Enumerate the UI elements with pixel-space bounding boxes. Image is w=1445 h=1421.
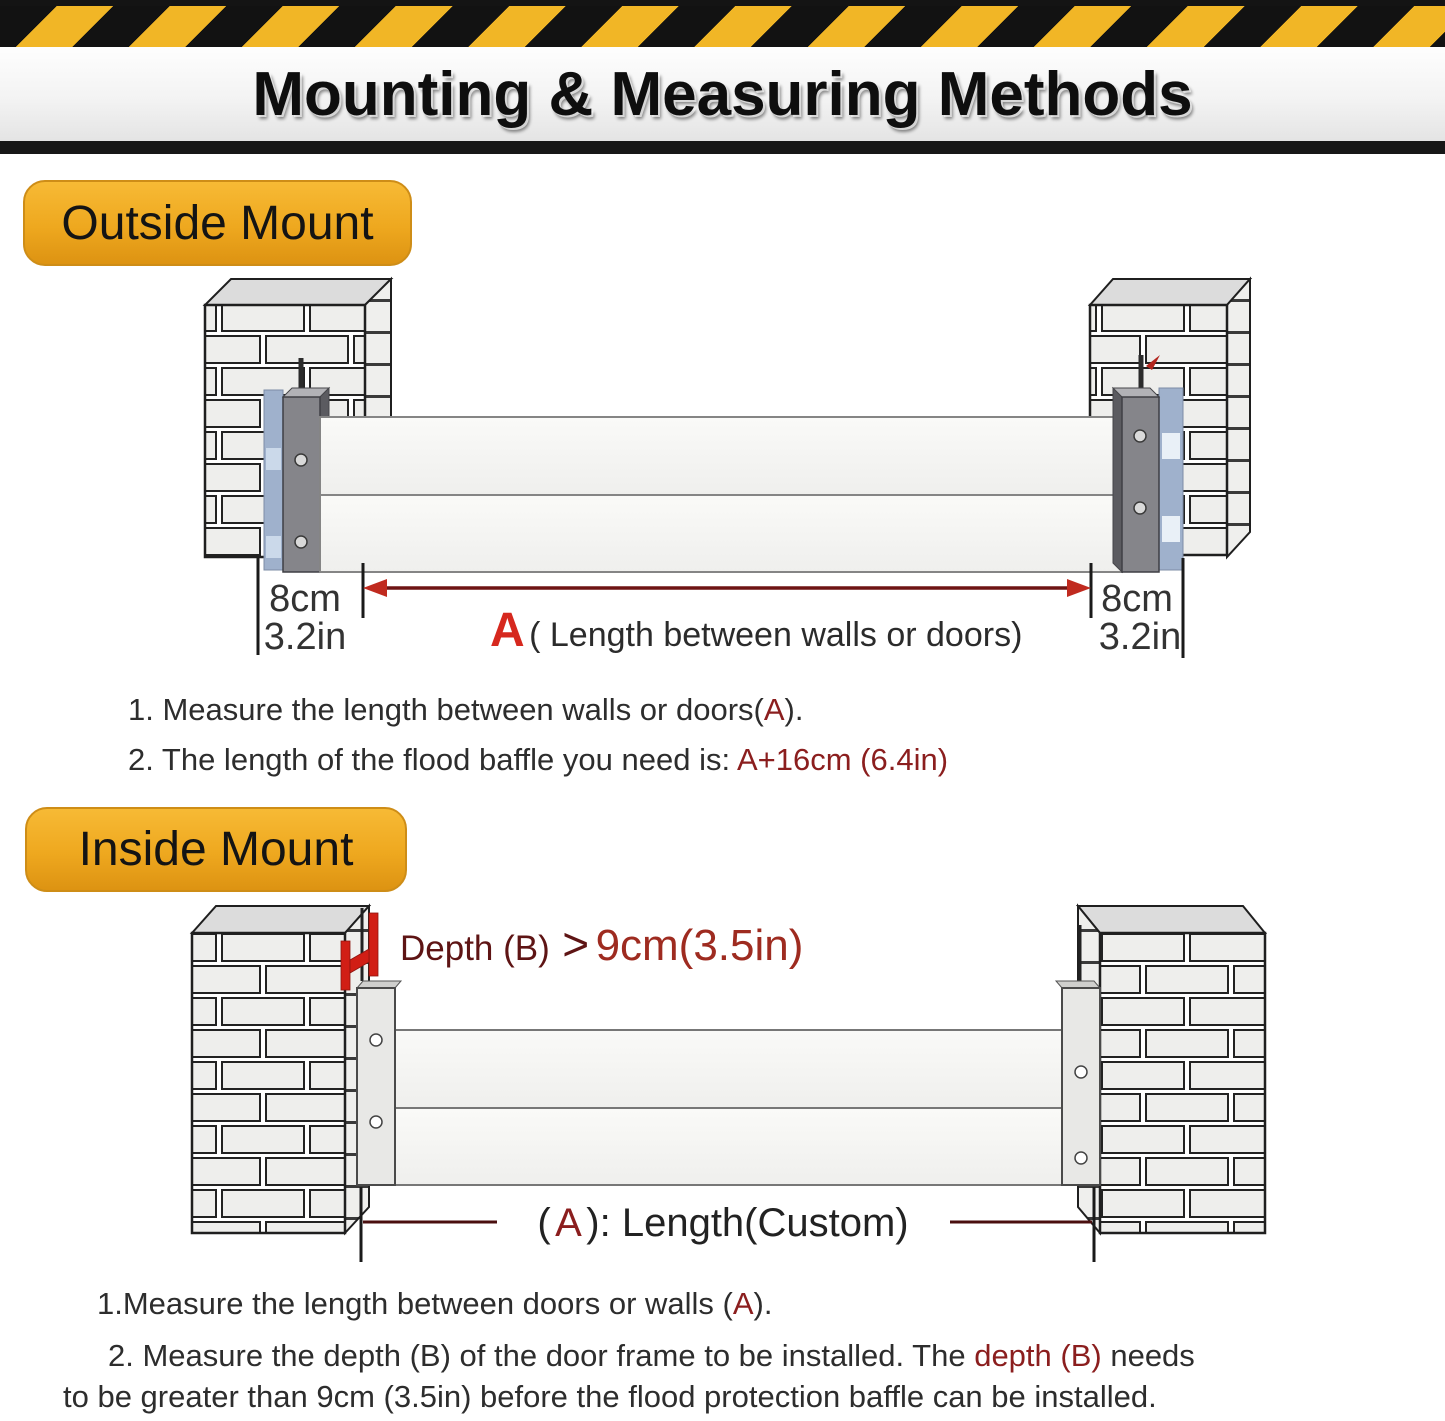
outside-step-2-text: 2. The length of the flood baffle you need is:: [128, 742, 737, 777]
pillar-top-face: [1078, 906, 1265, 933]
outside-step-2: [128, 742, 948, 778]
seal-pad: [1162, 516, 1180, 542]
depth-annotation: [400, 918, 803, 970]
span-length-label: [490, 604, 1022, 657]
depth-marker-front-bar: [341, 941, 350, 990]
pillar-top-face: [205, 279, 391, 305]
channel-top-bevel: [1056, 981, 1100, 988]
greater-than-sign: >: [562, 918, 590, 970]
screw-hole: [1134, 430, 1146, 442]
seal-strip: [1159, 388, 1183, 570]
screw-hole: [1075, 1066, 1087, 1078]
pillar-front-face: [1100, 933, 1265, 1233]
outside-step-1-text: 1. Measure the length between walls or doors(: [128, 692, 764, 727]
span-length-a: A: [490, 604, 525, 657]
title-band: [0, 47, 1445, 141]
channel-front: [357, 988, 395, 1185]
inside-flood-baffle: [395, 1030, 1062, 1185]
outside-step-1: [128, 692, 803, 728]
inside-right-pillar: [1078, 906, 1265, 1233]
screw-hole: [1075, 1152, 1087, 1164]
page-title: Mounting & Measuring Methods: [252, 59, 1193, 129]
inside-step-1-end: ).: [753, 1286, 773, 1321]
pillar-top-face: [192, 906, 369, 933]
inside-mount-diagram: [0, 900, 1445, 1290]
screw-hole: [370, 1116, 382, 1128]
outside-right-mount: [1113, 355, 1183, 572]
screw-hole: [295, 454, 307, 466]
seal-pad: [266, 536, 281, 558]
screw-hole: [370, 1034, 382, 1046]
span-length-rest: ( Length between walls or doors): [529, 616, 1023, 654]
depth-marker-back-bar: [369, 913, 378, 976]
depth-value: 9cm(3.5in): [595, 921, 804, 970]
inside-mount-badge: [25, 807, 407, 892]
screw-hole: [295, 536, 307, 548]
right-offset-cm-label: 8cm: [1101, 578, 1173, 620]
inside-step-2-text: 2. Measure the depth (B) of the door frame to be installed. The: [108, 1338, 975, 1373]
outside-mount-badge: [23, 180, 412, 266]
length-label: [537, 1201, 908, 1245]
inside-step-2-highlight: depth (B): [974, 1338, 1102, 1373]
seal-pad: [1162, 433, 1180, 459]
length-a: A: [555, 1201, 582, 1245]
pillar-top-face: [1090, 279, 1250, 305]
inside-mount-badge-label: Inside Mount: [78, 823, 354, 876]
hazard-stripes: [0, 0, 1445, 47]
baffle-panel-top: [320, 417, 1122, 495]
inside-step-2-line2-text: to be greater than 9cm (3.5in) before the flood protection baffle can be installed.: [63, 1379, 1157, 1414]
arrowhead-left-icon: [363, 579, 387, 597]
outside-step-1-end: ).: [784, 692, 804, 727]
seal-pad: [266, 448, 281, 470]
length-open: (: [537, 1201, 551, 1245]
outside-mount-diagram: [0, 270, 1445, 690]
baffle-panel-top: [395, 1030, 1062, 1108]
inside-step-1-text: 1.Measure the length between doors or walls (: [97, 1286, 733, 1321]
channel-top-bevel: [357, 981, 401, 988]
inside-step-1: [97, 1286, 772, 1322]
pillar-front-face: [192, 933, 345, 1233]
left-offset-in-label: 3.2in: [263, 616, 347, 658]
length-rest: ): Length(Custom): [586, 1201, 909, 1245]
depth-label: Depth (B): [400, 929, 550, 968]
outside-step-2-highlight: A+16cm (6.4in): [736, 742, 949, 777]
outside-mount-badge-label: Outside Mount: [61, 196, 374, 250]
inside-step-2-end: needs: [1101, 1338, 1195, 1373]
banner-divider: [0, 141, 1445, 154]
outside-flood-baffle: [320, 417, 1122, 572]
outside-step-1-highlight: A: [763, 692, 785, 727]
screw-hole: [1134, 502, 1146, 514]
inside-step-2: [108, 1338, 1195, 1374]
pillar-side-face: [1227, 279, 1250, 557]
channel-side: [1113, 388, 1122, 572]
baffle-panel-bottom: [320, 495, 1122, 572]
right-offset-in-label: 3.2in: [1098, 616, 1182, 658]
inside-measurements: [361, 1187, 1094, 1262]
inside-step-1-highlight: A: [732, 1286, 754, 1321]
arrowhead-right-icon: [1067, 579, 1091, 597]
inside-step-2-line2: [63, 1379, 1157, 1415]
channel-front: [1122, 397, 1159, 572]
left-offset-cm-label: 8cm: [269, 578, 341, 620]
baffle-panel-bottom: [395, 1108, 1062, 1185]
